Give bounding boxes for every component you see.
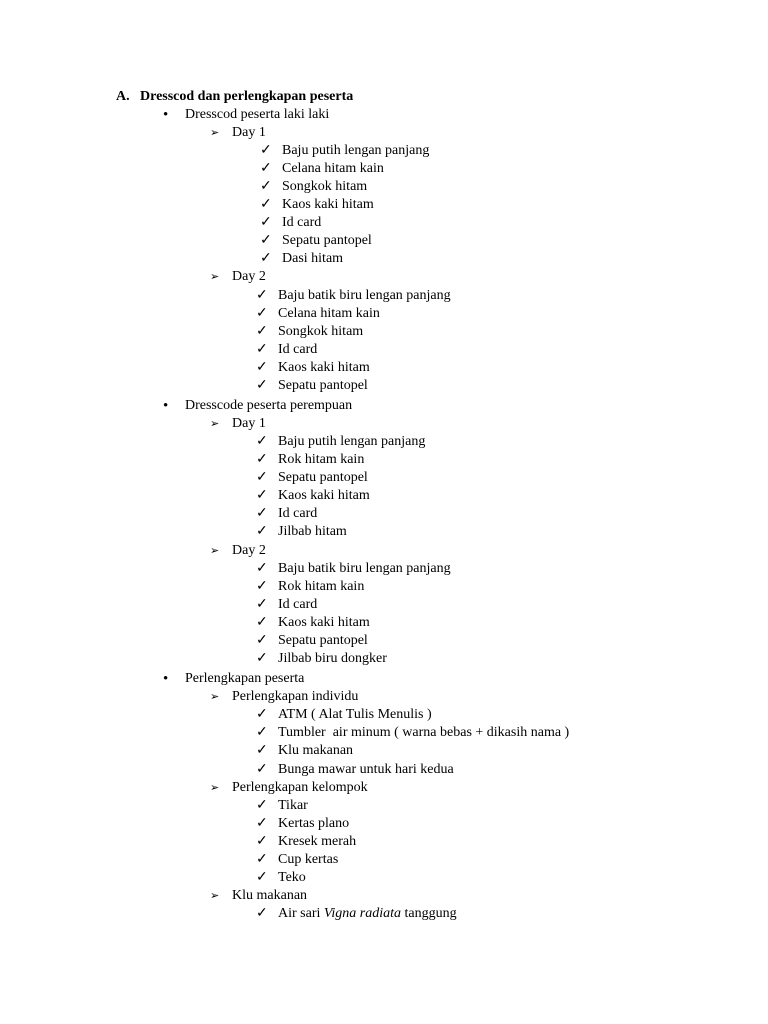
list-item: Dasi hitam	[282, 251, 344, 266]
list-item: Jilbab biru dongker	[278, 651, 387, 666]
list-item: Sepatu pantopel	[278, 470, 368, 485]
check-icon: ✓	[256, 852, 268, 867]
arrow-icon: ➢	[210, 890, 220, 902]
list-item: Id card	[278, 342, 318, 357]
list-item: Kertas plano	[278, 816, 350, 831]
check-icon: ✓	[256, 707, 268, 722]
list-item: Klu makanan	[278, 743, 354, 758]
check-icon: ✓	[256, 524, 268, 539]
section-heading: Dresscod dan perlengkapan peserta	[140, 89, 354, 104]
bullet-icon: •	[163, 671, 169, 687]
list-item: Songkok hitam	[282, 179, 368, 194]
section-title: Dresscode peserta perempuan	[185, 398, 353, 413]
check-icon: ✓	[256, 651, 268, 666]
list-item: Id card	[278, 506, 318, 521]
check-icon: ✓	[256, 506, 268, 521]
section-letter: A.	[116, 89, 130, 104]
list-item: Teko	[278, 870, 306, 885]
group-title: Day 2	[232, 543, 266, 558]
list-item: ATM ( Alat Tulis Menulis )	[278, 707, 432, 722]
list-item: Songkok hitam	[278, 324, 364, 339]
check-icon: ✓	[260, 251, 272, 266]
list-item: Cup kertas	[278, 852, 339, 867]
group-title: Day 1	[232, 416, 266, 431]
list-item-text: tanggung	[401, 906, 457, 921]
section-title: Dresscod peserta laki laki	[185, 107, 330, 122]
list-item: Tumbler air minum ( warna bebas + dikasih nama )	[278, 725, 570, 740]
check-icon: ✓	[256, 561, 268, 576]
species-name: Vigna radiata	[323, 906, 402, 921]
list-item: Sepatu pantopel	[278, 633, 368, 648]
list-item: Baju batik biru lengan panjang	[278, 561, 451, 576]
arrow-icon: ➢	[210, 127, 220, 139]
check-icon: ✓	[256, 452, 268, 467]
check-icon: ✓	[256, 470, 268, 485]
list-item: Kaos kaki hitam	[278, 488, 370, 503]
check-icon: ✓	[256, 378, 268, 393]
list-item: Baju putih lengan panjang	[282, 143, 430, 158]
check-icon: ✓	[256, 324, 268, 339]
group-title: Day 2	[232, 269, 266, 284]
check-icon: ✓	[256, 597, 268, 612]
list-item: Kaos kaki hitam	[282, 197, 374, 212]
list-item: Baju batik biru lengan panjang	[278, 288, 451, 303]
list-item: Rok hitam kain	[278, 579, 365, 594]
section-title: Perlengkapan peserta	[185, 671, 305, 686]
list-item: Bunga mawar untuk hari kedua	[278, 762, 454, 777]
check-icon: ✓	[256, 870, 268, 885]
check-icon: ✓	[256, 615, 268, 630]
list-item: Kresek merah	[278, 834, 357, 849]
check-icon: ✓	[256, 725, 268, 740]
check-icon: ✓	[256, 906, 268, 921]
check-icon: ✓	[256, 633, 268, 648]
check-icon: ✓	[256, 834, 268, 849]
list-item: Jilbab hitam	[278, 524, 347, 539]
check-icon: ✓	[256, 579, 268, 594]
check-icon: ✓	[260, 197, 272, 212]
check-icon: ✓	[256, 798, 268, 813]
list-item: Tikar	[278, 798, 308, 813]
check-icon: ✓	[260, 233, 272, 248]
check-icon: ✓	[256, 488, 268, 503]
check-icon: ✓	[256, 743, 268, 758]
arrow-icon: ➢	[210, 271, 220, 283]
check-icon: ✓	[256, 360, 268, 375]
list-item	[278, 905, 457, 923]
group-title: Klu makanan	[232, 888, 308, 903]
bullet-icon: •	[163, 107, 169, 123]
list-item: Kaos kaki hitam	[278, 360, 370, 375]
arrow-icon: ➢	[210, 691, 220, 703]
arrow-icon: ➢	[210, 782, 220, 794]
check-icon: ✓	[256, 816, 268, 831]
list-item-text: Air sari	[278, 906, 324, 921]
arrow-icon: ➢	[210, 418, 220, 430]
check-icon: ✓	[260, 215, 272, 230]
check-icon: ✓	[256, 434, 268, 449]
check-icon: ✓	[260, 143, 272, 158]
list-item: Sepatu pantopel	[282, 233, 372, 248]
list-item: Kaos kaki hitam	[278, 615, 370, 630]
list-item: Rok hitam kain	[278, 452, 365, 467]
bullet-icon: •	[163, 398, 169, 414]
check-icon: ✓	[260, 161, 272, 176]
arrow-icon: ➢	[210, 545, 220, 557]
list-item: Baju putih lengan panjang	[278, 434, 426, 449]
check-icon: ✓	[260, 179, 272, 194]
check-icon: ✓	[256, 762, 268, 777]
group-title: Perlengkapan individu	[232, 689, 359, 704]
list-item: Celana hitam kain	[282, 161, 384, 176]
list-item: Id card	[278, 597, 318, 612]
check-icon: ✓	[256, 288, 268, 303]
group-title: Perlengkapan kelompok	[232, 780, 368, 795]
check-icon: ✓	[256, 342, 268, 357]
list-item: Sepatu pantopel	[278, 378, 368, 393]
check-icon: ✓	[256, 306, 268, 321]
list-item: Id card	[282, 215, 322, 230]
group-title: Day 1	[232, 125, 266, 140]
list-item: Celana hitam kain	[278, 306, 380, 321]
